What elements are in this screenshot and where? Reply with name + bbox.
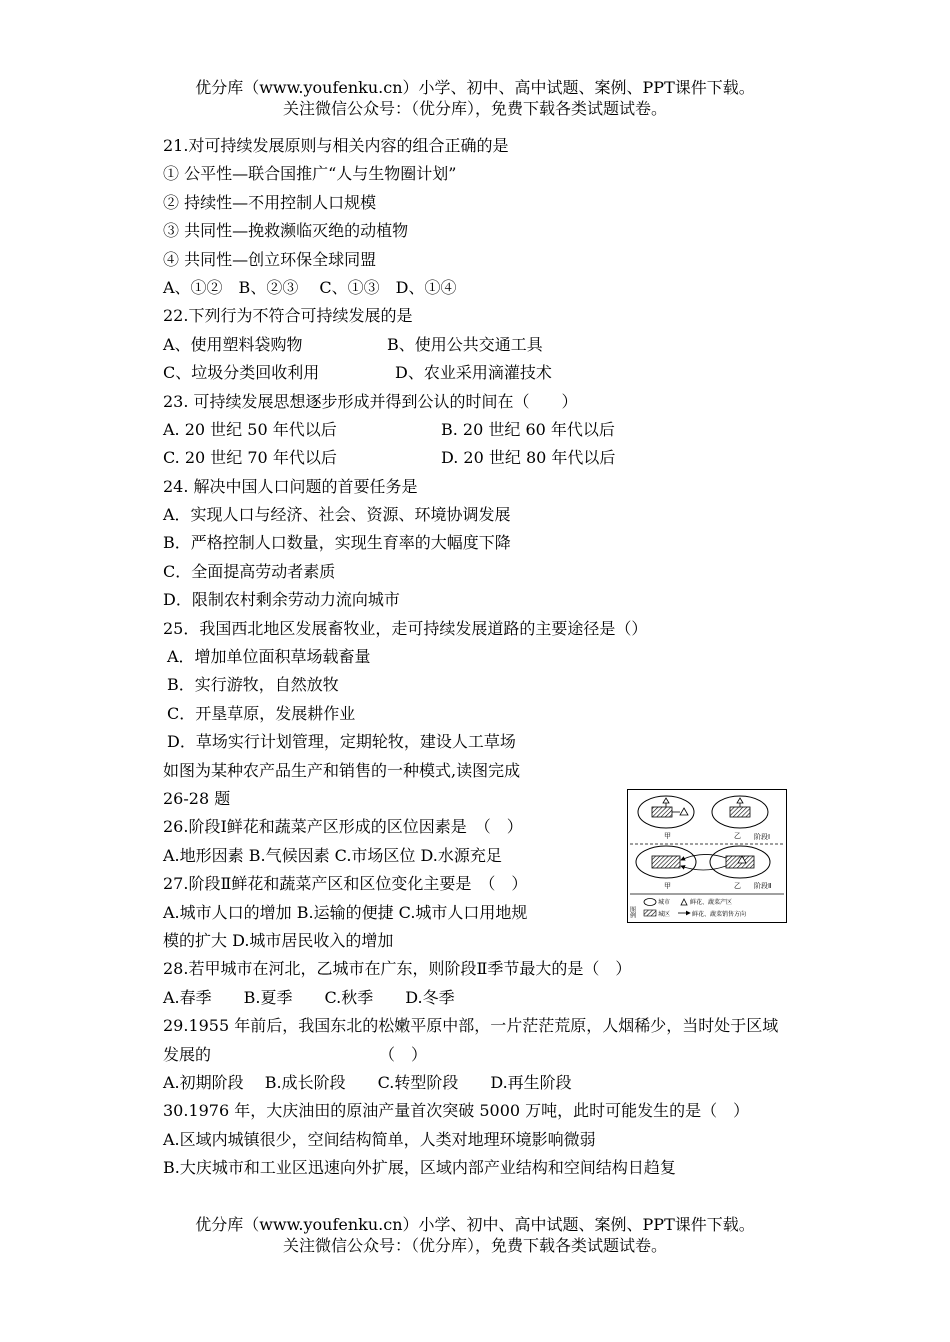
label-yi-stage1: 乙 xyxy=(734,832,741,840)
q22-options-row-2 xyxy=(163,359,793,387)
q21-item-3: ③ 共同性—挽救濒临灭绝的动植物 xyxy=(163,221,409,241)
q24-option-a: A．实现人口与经济、社会、资源、环境协调发展 xyxy=(163,505,511,525)
agriculture-mode-figure xyxy=(627,789,787,923)
q24-stem: 24. 解决中国人口问题的首要任务是 xyxy=(163,476,418,496)
legend-produce-icon xyxy=(681,899,687,905)
header-line-2: 关注微信公众号：（优分库），免费下载各类试题试卷。 xyxy=(282,99,667,118)
figure-diagram xyxy=(628,790,786,922)
question-content xyxy=(163,132,793,1183)
q25-option-d: D．草场实行计划管理，定期轮牧，建设人工草场 xyxy=(167,732,516,752)
produce-area-jia-top xyxy=(663,798,669,803)
legend-urban-label: 城区 xyxy=(658,911,671,918)
q26-stem: 26.阶段Ⅰ鲜花和蔬菜产区形成的区位因素是 （ ） xyxy=(163,817,523,837)
legend-city-icon xyxy=(644,899,656,906)
q24-option-d: D．限制农村剩余劳动力流向城市 xyxy=(163,590,400,610)
legend-area-label: 鲜花、蔬菜产区 xyxy=(690,899,733,906)
q25-option-b: B．实行游牧，自然放牧 xyxy=(167,675,339,695)
header-line-1: 优分库（www.youfenku.cn）小学、初中、高中试题、案例、PPT课件下载。 xyxy=(195,78,755,97)
q28-stem: 28.若甲城市在河北，乙城市在广东，则阶段Ⅱ季节最大的是（ ） xyxy=(163,959,632,979)
q23-option-c: C. 20 世纪 70 年代以后 xyxy=(163,448,337,468)
q27-options-line-1: A.城市人口的增加 B.运输的便捷 C.城市人口用地规 xyxy=(163,902,528,922)
q23-stem: 23. 可持续发展思想逐步形成并得到公认的时间在（ ） xyxy=(163,391,578,411)
q29-stem: 29.1955 年前后，我国东北的松嫩平原中部，一片茫茫荒原，人烟稀少，当时处于区域发展的 （ ） xyxy=(163,1016,779,1064)
q28-options: A.春季 B.夏季 C.秋季 D.冬季 xyxy=(163,987,455,1007)
q21-item-1: ① 公平性—联合国推广“人与生物圈计划” xyxy=(163,164,457,184)
label-yi-stage2: 乙 xyxy=(734,882,741,890)
label-stage2: 阶段Ⅱ xyxy=(754,882,772,890)
sales-arrow-yi-to-jia xyxy=(681,854,726,860)
q22-option-a: A、使用塑料袋购物 xyxy=(163,334,303,354)
legend-urban-icon xyxy=(644,910,656,916)
q23-option-b: B. 20 世纪 60 年代以后 xyxy=(441,419,615,439)
produce-area-jia-stage1 xyxy=(680,808,688,815)
q22-stem: 22.下列行为不符合可持续发展的是 xyxy=(163,306,413,326)
q22-option-d: D、农业采用滴灌技术 xyxy=(395,363,552,383)
q29-options: A.初期阶段 B.成长阶段 C.转型阶段 D.再生阶段 xyxy=(163,1072,572,1092)
q30-stem: 30.1976 年，大庆油田的原油产量首次突破 5000 万吨，此时可能发生的是（ ） xyxy=(163,1101,750,1121)
legend-dir-label: 鲜花、蔬菜销售方向 xyxy=(692,911,747,918)
label-jia-stage2: 甲 xyxy=(664,882,671,890)
q30-option-b: B.大庆城市和工业区迅速向外扩展，区域内部产业结构和空间结构日趋复 xyxy=(163,1158,676,1178)
q30-option-a: A.区域内城镇很少，空间结构简单，人类对地理环境影响微弱 xyxy=(163,1129,596,1149)
urban-jia-stage1 xyxy=(652,807,672,817)
label-jia-stage1: 甲 xyxy=(664,832,671,840)
q27-options-line-2: 模的扩大 D.城市居民收入的增加 xyxy=(163,930,394,950)
q22-options-row-1 xyxy=(163,331,793,359)
q21-options: A、①② B、②③ C、①③ D、①④ xyxy=(163,277,457,297)
figure-intro-line-1: 如图为某种农产品生产和销售的一种模式,读图完成 xyxy=(163,760,521,780)
q23-option-a: A. 20 世纪 50 年代以后 xyxy=(163,419,337,439)
q22-option-c: C、垃圾分类回收利用 xyxy=(163,363,320,383)
q22-option-b: B、使用公共交通工具 xyxy=(387,334,543,354)
figure-intro-line-2: 26-28 题 xyxy=(163,788,231,808)
produce-area-yi-stage1 xyxy=(737,798,743,803)
q24-option-b: B．严格控制人口数量，实现生育率的大幅度下降 xyxy=(163,533,511,553)
q25-option-c: C．开垦草原，发展耕作业 xyxy=(167,703,356,723)
q25-option-a: A．增加单位面积草场载畜量 xyxy=(167,647,371,667)
label-stage1: 阶段Ⅰ xyxy=(754,833,771,841)
legend-title: 图例 xyxy=(628,906,636,918)
q23-options-row-2 xyxy=(163,444,793,472)
footer-line-2: 关注微信公众号：（优分库），免费下载各类试题试卷。 xyxy=(282,1236,667,1255)
q21-item-4: ④ 共同性—创立环保全球同盟 xyxy=(163,249,377,269)
q23-option-d: D. 20 世纪 80 年代以后 xyxy=(441,448,616,468)
q21-stem: 21.对可持续发展原则与相关内容的组合正确的是 xyxy=(163,136,509,155)
q24-option-c: C．全面提高劳动者素质 xyxy=(163,561,336,581)
q21-item-2: ② 持续性—不用控制人口规模 xyxy=(163,192,377,212)
q23-options-row-1 xyxy=(163,416,793,444)
q27-stem: 27.阶段Ⅱ鲜花和蔬菜产区和区位变化主要是 （ ） xyxy=(163,874,528,894)
footer-line-1: 优分库（www.youfenku.cn）小学、初中、高中试题、案例、PPT课件下载。 xyxy=(195,1215,755,1234)
urban-jia-stage2 xyxy=(652,856,680,868)
urban-yi-stage1 xyxy=(730,807,750,817)
legend-city-label: 城市 xyxy=(658,899,671,906)
q25-stem: 25．我国西北地区发展畜牧业，走可持续发展道路的主要途径是（） xyxy=(163,618,648,638)
sales-arrow-yi-to-jia-2 xyxy=(681,866,726,870)
q26-options: A.地形因素 B.气候因素 C.市场区位 D.水源充足 xyxy=(163,845,502,865)
